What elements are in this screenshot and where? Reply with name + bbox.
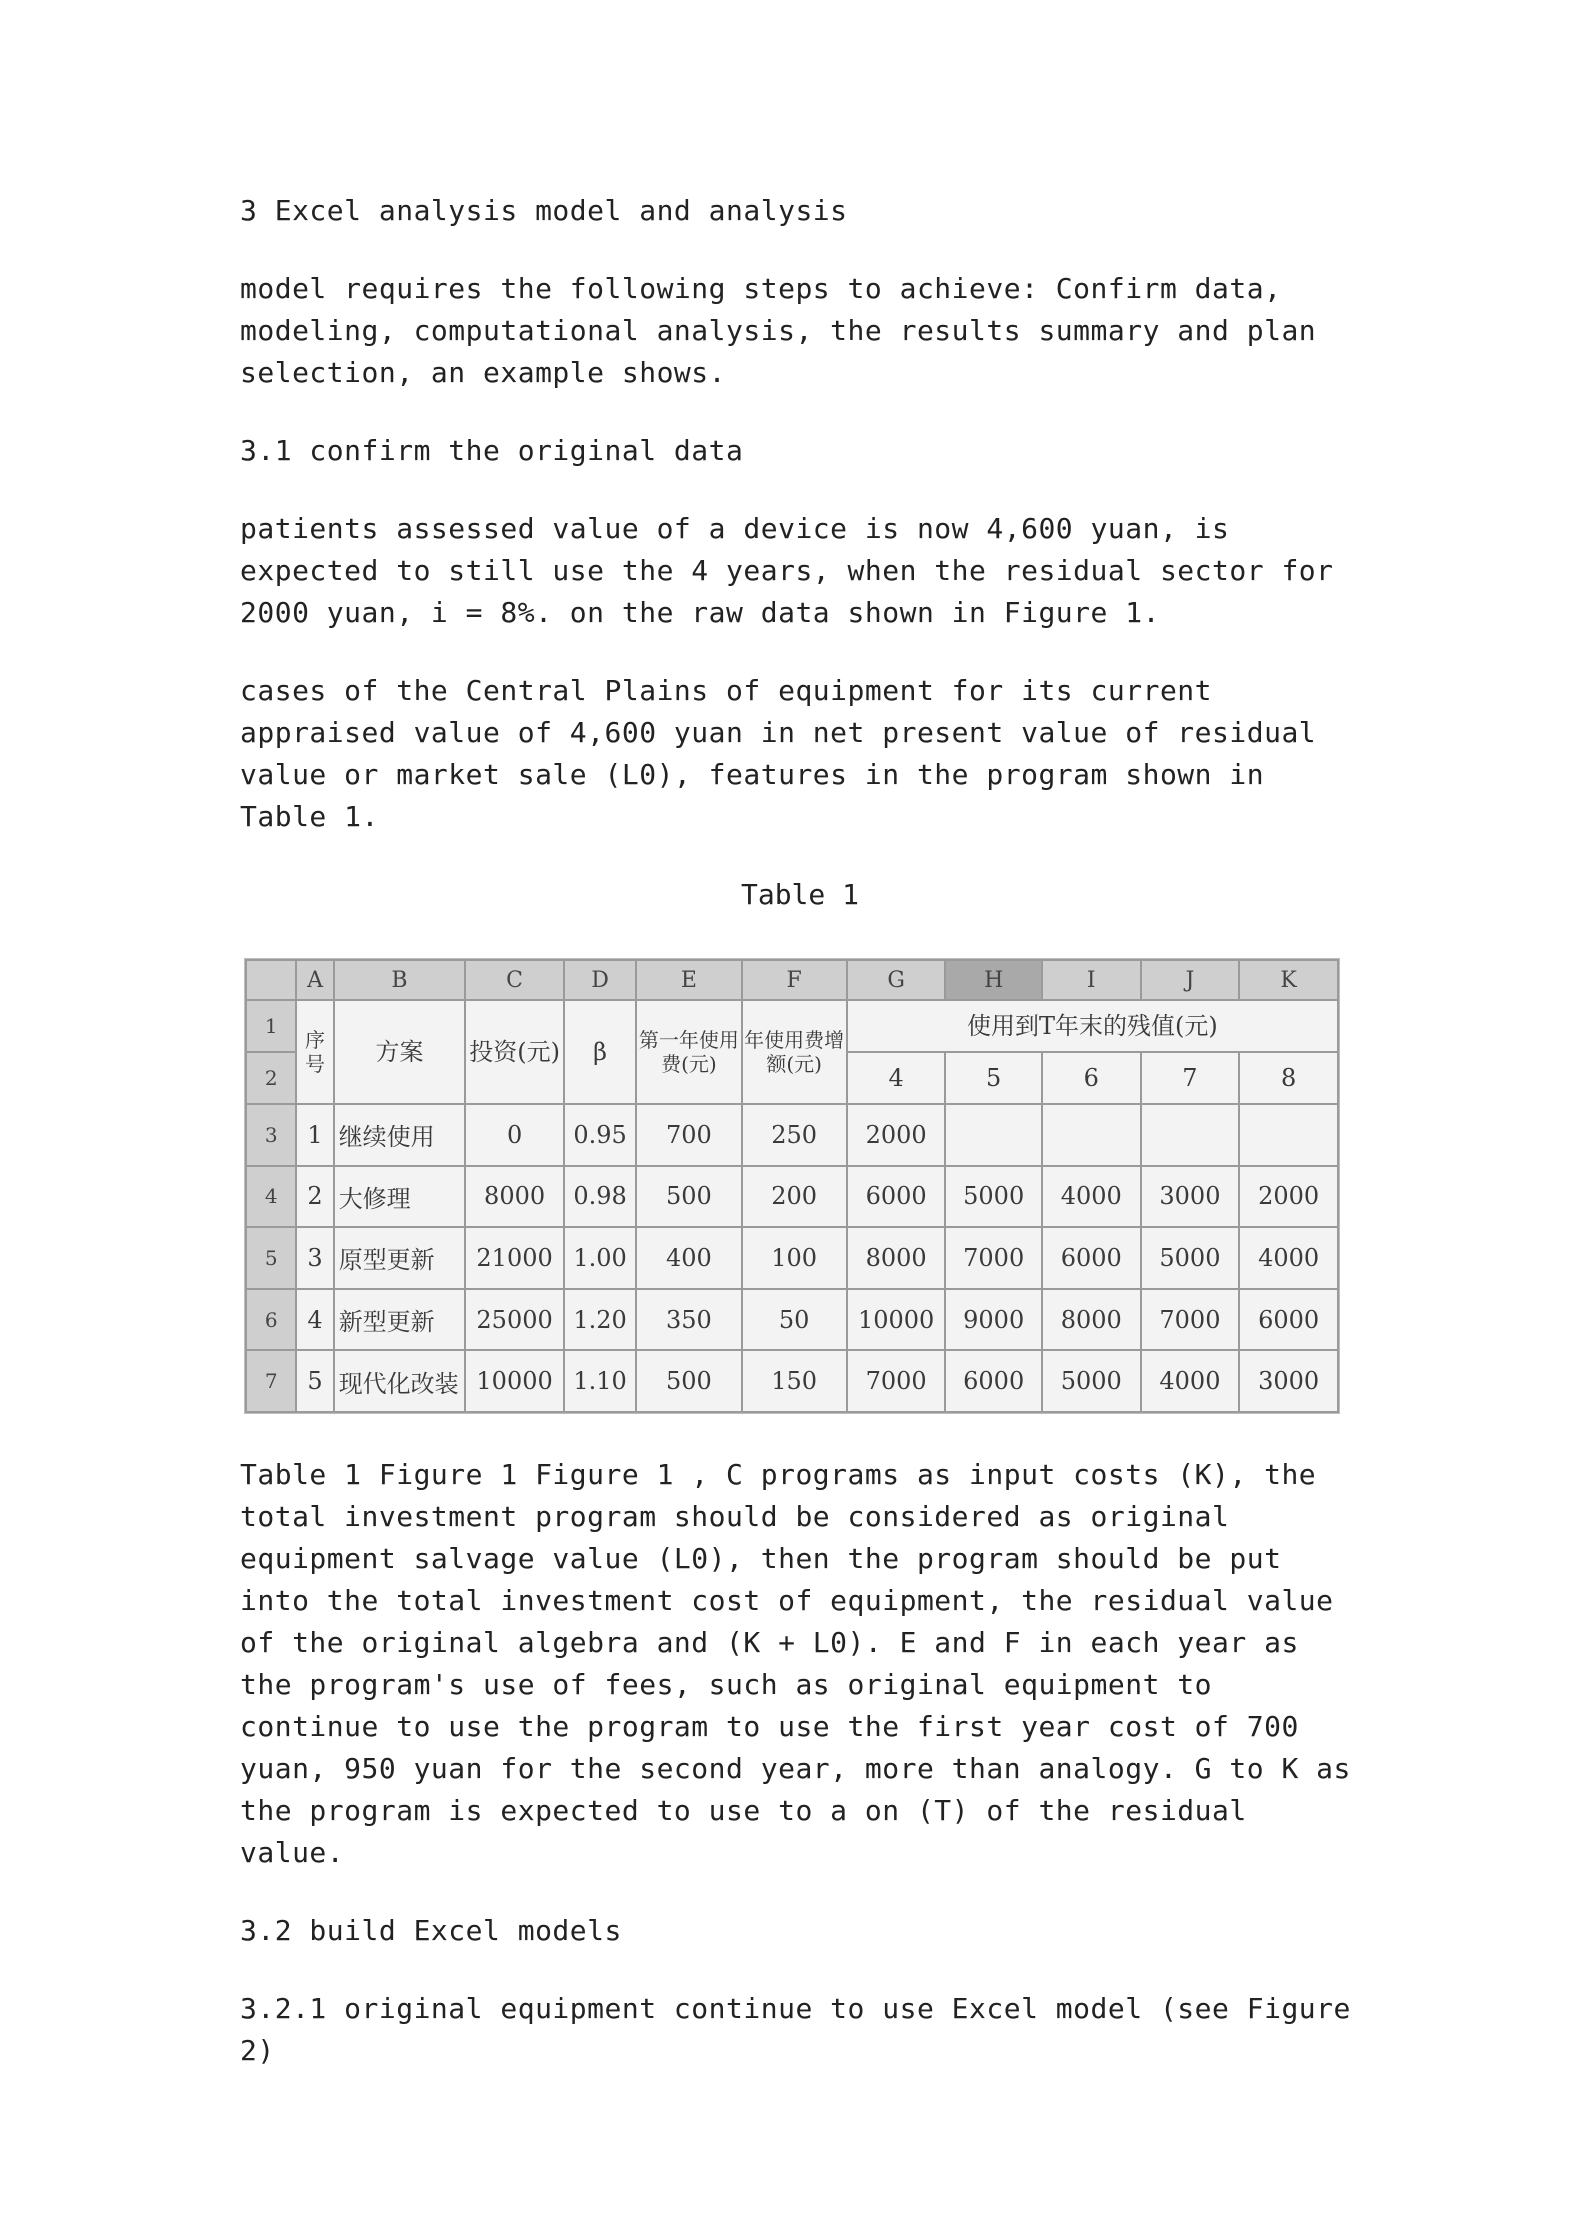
cell-residual: 6000: [1042, 1227, 1141, 1289]
cell-invest: 25000: [465, 1289, 564, 1351]
row-header-6: 6: [246, 1289, 296, 1351]
col-header-g: G: [847, 960, 946, 1000]
col-header-d: D: [564, 960, 636, 1000]
cell-invest: 8000: [465, 1166, 564, 1228]
cell-plan: 大修理: [334, 1166, 466, 1228]
patients-paragraph: patients assessed value of a device is now 4,600 yuan, is expected to still use the 4 years, when the residual sector for 2000 yuan, i = 8%. on the raw data shown in Figure 1.: [240, 512, 1334, 629]
table-caption: Table 1: [740, 878, 859, 911]
cell-invest: 10000: [465, 1350, 564, 1412]
cell-residual: 7000: [945, 1227, 1041, 1289]
cell-seq: 2: [296, 1166, 333, 1228]
col-header-b: B: [334, 960, 466, 1000]
cell-residual: 2000: [1239, 1166, 1338, 1228]
cell-residual: 10000: [847, 1289, 946, 1351]
cell-increase: 50: [742, 1289, 847, 1351]
row-header-2: 2: [246, 1052, 296, 1104]
table-row: [246, 1104, 1338, 1166]
col-header-h: H: [945, 960, 1041, 1000]
cell-beta: 1.10: [564, 1350, 636, 1412]
cell-beta: 0.95: [564, 1104, 636, 1166]
col-header-a: A: [296, 960, 333, 1000]
cell-residual: 4000: [1141, 1350, 1240, 1412]
row-header-5: 5: [246, 1227, 296, 1289]
cell-residual: [1042, 1104, 1141, 1166]
header-year-8: 8: [1239, 1052, 1338, 1104]
figure-paragraph: Table 1 Figure 1 Figure 1 , C programs as input costs (K), the total investment program should be considered as original equipment salvage value (L0), then the program should be put into the total investment cost of equipment, the residual value of the original algebra and (K + L0). E and F in each year as the program's use of fees, such as original equipment to continue to use the program to use the first year cost of 700 yuan, 950 yuan for the second year, more than analogy. G to K as the program is expected to use to a on (T) of the residual value.: [240, 1458, 1351, 1869]
cell-residual: 5000: [1141, 1227, 1240, 1289]
cell-seq: 1: [296, 1104, 333, 1166]
cell-first-year: 500: [636, 1350, 741, 1412]
subsection-3-2-title: 3.2 build Excel models: [240, 1914, 622, 1947]
intro-paragraph: model requires the following steps to achieve: Confirm data, modeling, computational analysis, the results summary and plan selection, an example shows.: [240, 272, 1317, 389]
cell-beta: 1.00: [564, 1227, 636, 1289]
cell-residual: 2000: [847, 1104, 946, 1166]
header-year-6: 6: [1042, 1052, 1141, 1104]
col-header-e: E: [636, 960, 741, 1000]
header-row-1: [246, 1000, 1338, 1052]
cell-residual: [1239, 1104, 1338, 1166]
cell-first-year: 700: [636, 1104, 741, 1166]
cell-plan: 继续使用: [334, 1104, 466, 1166]
cell-beta: 1.20: [564, 1289, 636, 1351]
cell-increase: 250: [742, 1104, 847, 1166]
table-row: [246, 1289, 1338, 1351]
cell-plan: 现代化改装: [334, 1350, 466, 1412]
excel-table: [245, 959, 1339, 1413]
header-plan: 方案: [334, 1000, 466, 1104]
row-header-4: 4: [246, 1166, 296, 1228]
header-residual-value: 使用到T年末的残值(元): [847, 1000, 1338, 1052]
header-year-4: 4: [847, 1052, 946, 1104]
subsection-3-2-1-title: 3.2.1 original equipment continue to use Excel model (see Figure 2): [240, 1992, 1351, 2067]
cell-first-year: 400: [636, 1227, 741, 1289]
cell-first-year: 350: [636, 1289, 741, 1351]
table-row: [246, 1227, 1338, 1289]
col-header-j: J: [1141, 960, 1240, 1000]
col-header-f: F: [742, 960, 847, 1000]
cell-increase: 100: [742, 1227, 847, 1289]
cell-residual: 9000: [945, 1289, 1041, 1351]
column-header-row: [246, 960, 1338, 1000]
cell-residual: 6000: [847, 1166, 946, 1228]
sheet-corner: [246, 960, 296, 1000]
header-beta: β: [564, 1000, 636, 1104]
cell-residual: [1141, 1104, 1240, 1166]
document-page: [240, 190, 1360, 2108]
header-first-year-fee: 第一年使用费(元): [636, 1000, 741, 1104]
row-header-7: 7: [246, 1350, 296, 1412]
cell-residual: 7000: [1141, 1289, 1240, 1351]
col-header-i: I: [1042, 960, 1141, 1000]
cell-increase: 200: [742, 1166, 847, 1228]
cell-residual: [945, 1104, 1041, 1166]
cell-residual: 7000: [847, 1350, 946, 1412]
col-header-c: C: [465, 960, 564, 1000]
cell-seq: 4: [296, 1289, 333, 1351]
cell-residual: 4000: [1239, 1227, 1338, 1289]
cell-plan: 新型更新: [334, 1289, 466, 1351]
cell-seq: 3: [296, 1227, 333, 1289]
row-header-3: 3: [246, 1104, 296, 1166]
header-invest: 投资(元): [465, 1000, 564, 1104]
excel-figure: [244, 958, 1340, 1414]
cell-residual: 8000: [847, 1227, 946, 1289]
cell-residual: 5000: [945, 1166, 1041, 1228]
cell-seq: 5: [296, 1350, 333, 1412]
cell-invest: 21000: [465, 1227, 564, 1289]
col-header-k: K: [1239, 960, 1338, 1000]
table-row: [246, 1166, 1338, 1228]
header-seq: 序号: [296, 1000, 333, 1104]
cell-first-year: 500: [636, 1166, 741, 1228]
cell-increase: 150: [742, 1350, 847, 1412]
row-header-1: 1: [246, 1000, 296, 1052]
cell-residual: 6000: [1239, 1289, 1338, 1351]
cases-paragraph: cases of the Central Plains of equipment for its current appraised value of 4,600 yuan in net present value of residual value or market sale (L0), features in the program shown in Table 1.: [240, 674, 1317, 833]
cell-beta: 0.98: [564, 1166, 636, 1228]
cell-residual: 8000: [1042, 1289, 1141, 1351]
cell-residual: 3000: [1141, 1166, 1240, 1228]
cell-residual: 3000: [1239, 1350, 1338, 1412]
section-title: 3 Excel analysis model and analysis: [240, 194, 848, 227]
cell-plan: 原型更新: [334, 1227, 466, 1289]
header-year-5: 5: [945, 1052, 1041, 1104]
cell-residual: 4000: [1042, 1166, 1141, 1228]
header-year-7: 7: [1141, 1052, 1240, 1104]
subsection-3-1-title: 3.1 confirm the original data: [240, 434, 744, 467]
cell-residual: 5000: [1042, 1350, 1141, 1412]
table-row: [246, 1350, 1338, 1412]
cell-residual: 6000: [945, 1350, 1041, 1412]
cell-invest: 0: [465, 1104, 564, 1166]
header-annual-increase: 年使用费增额(元): [742, 1000, 847, 1104]
